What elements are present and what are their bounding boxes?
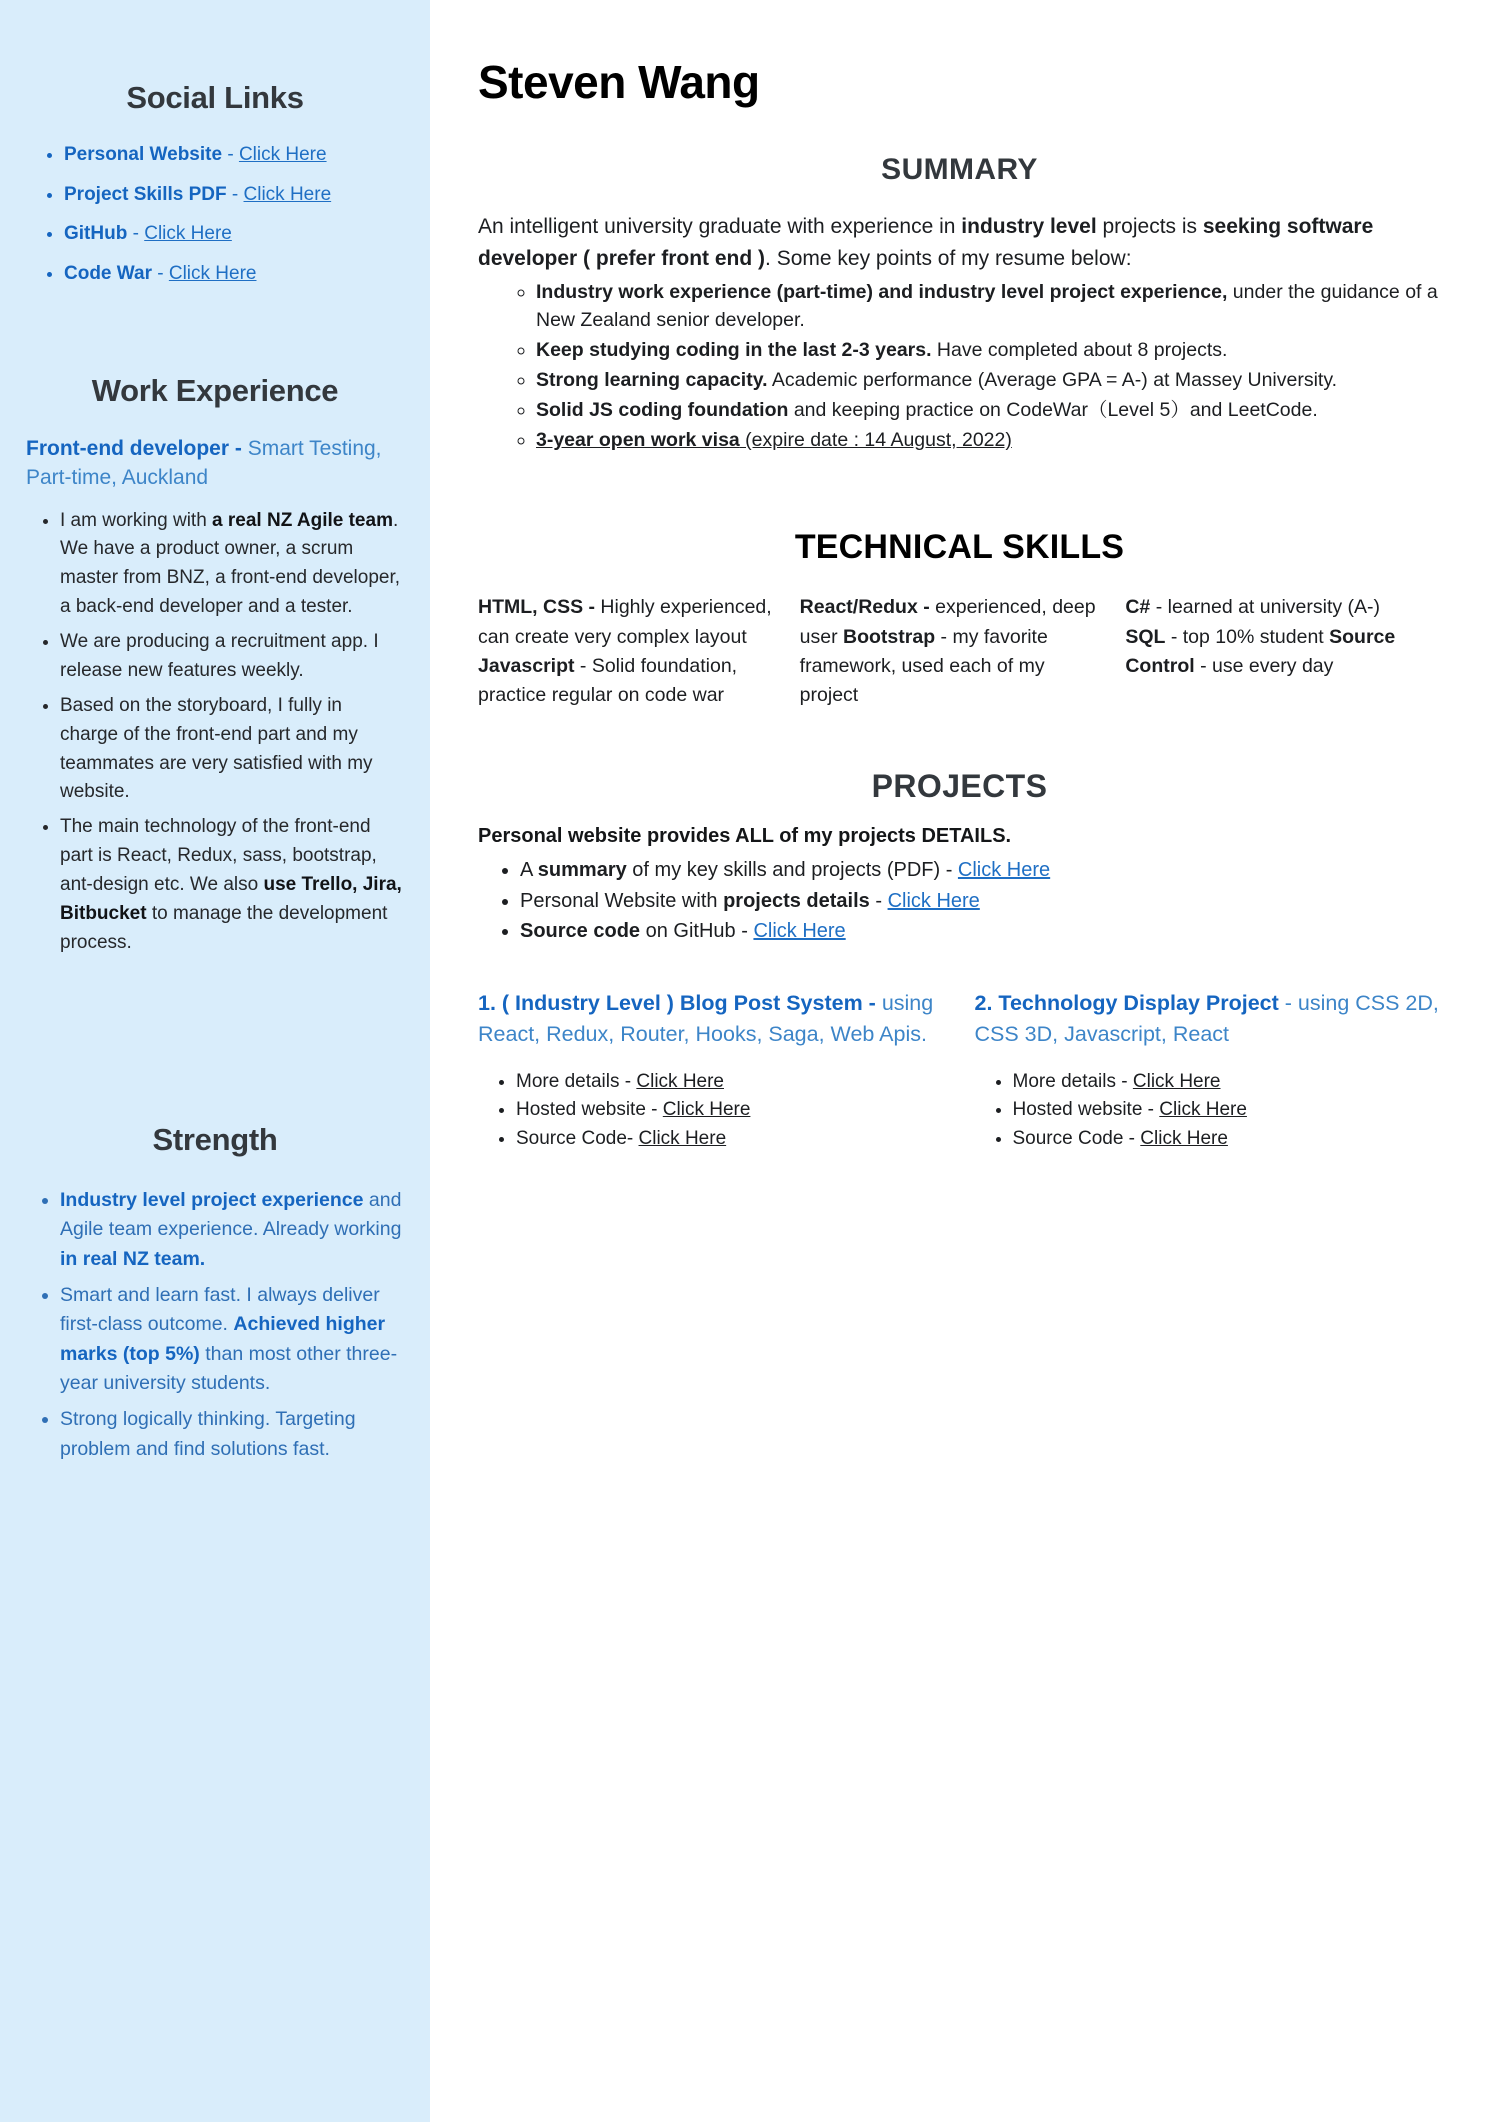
click-here-link[interactable]: Click Here [1132,1070,1221,1092]
emphasis: a real NZ Agile team [212,509,393,531]
skills-column-1 [478,593,794,710]
page-title: Steven Wang [478,56,760,108]
social-link-item[interactable] [64,221,404,247]
separator: - [127,223,145,245]
skill-description: Highly experienced, can create very complex layout [478,596,772,648]
summary-heading: SUMMARY [881,153,1038,186]
emphasis: in real NZ team. [60,1247,206,1270]
project-card-1 [478,988,945,1154]
summary-bullet: ◦ Solid JS coding foundation and keeping practice on CodeWar（Level 5）and LeetCode. [536,396,1441,424]
separator: - [226,183,244,205]
emphasis: Source code [520,920,641,943]
emphasis: projects details [723,889,870,912]
click-here-link[interactable]: Click Here [638,1127,727,1149]
skills-column-2 [794,593,1116,710]
job-role: Front-end developer - [26,436,248,460]
social-links-heading: Social Links [126,80,304,115]
skill-name: SQL [1125,625,1166,648]
work-experience-heading: Work Experience [91,372,339,408]
skill-description: - learned at university (A-) [1150,596,1381,619]
skill-name: HTML, CSS - [478,596,601,619]
projects-links-list [478,856,1441,945]
social-links-list [26,142,404,287]
project-card-2 [975,988,1442,1154]
emphasis-underlined: 3-year open work visa [536,429,740,452]
skill-description: experienced, deep user [799,596,1096,648]
work-experience-list [26,507,404,958]
project-tech: using React, Redux, Router, Hooks, Saga, Web Apis. [478,990,934,1046]
click-here-link[interactable]: Click Here [957,859,1051,882]
underlined-text: (expire date : 14 August, 2022) [739,429,1012,452]
skill-description: - use every day [1194,654,1334,677]
click-here-link[interactable]: Click Here [1140,1127,1228,1149]
emphasis: Solid JS coding foundation [536,399,789,422]
summary-bullet: ◦ Industry work experience (part-time) and industry level project experience, under the guidance of a New Zealand senior developer. [536,278,1441,334]
emphasis: Strong learning capacity. [536,369,768,392]
click-here-link[interactable]: Click Here [144,223,232,245]
social-link-label: Project Skills PDF [64,183,227,205]
click-here-link[interactable]: Click Here [636,1070,724,1092]
work-bullet: • I am working with a real NZ Agile team. We have a product owner, a scrum master from BNZ, a front-end developer, a back-end developer and a tester. [60,507,404,623]
emphasis: Industry work experience (part-time) and industry level project experience, [536,281,1228,303]
strength-bullet: • Smart and learn fast. I always deliver first-class outcome. Achieved higher marks (top 5%) than most other three-year university students. [60,1281,404,1400]
project-link-item[interactable]: • A summary of my key skills and projects (PDF) - Click Here [520,856,1441,884]
skill-name: Javascript [478,654,575,677]
skill-name: C# [1125,596,1151,619]
click-here-link[interactable]: Click Here [753,920,846,943]
job-title [26,435,404,493]
social-link-item[interactable] [64,261,404,287]
emphasis: Industry level project experience [60,1188,364,1211]
project-card-link-item[interactable]: • Hosted website - Click Here [516,1096,945,1125]
emphasis: summary [537,859,627,882]
skill-description: - Solid foundation, practice regular on code war [478,654,738,707]
projects-heading: PROJECTS [871,768,1048,805]
project-card-links [975,1068,1442,1154]
projects-lead-text: Personal website provides ALL of my projects DETAILS. [478,825,1012,848]
social-link-label: Code War [64,262,158,284]
strength-heading: Strength [152,1121,278,1157]
separator: - [157,262,169,284]
job-company: Smart Testing, Part-time, Auckland [26,436,382,489]
click-here-link[interactable]: Click Here [243,183,332,205]
skill-description: - top 10% student [1165,625,1324,648]
emphasis: Achieved higher marks (top 5%) [60,1313,386,1365]
skills-column-3 [1115,593,1441,710]
technical-skills-columns [478,593,1441,710]
summary-bullet: ◦ Keep studying coding in the last 2-3 years. Have completed about 8 projects. [536,336,1441,364]
project-card-links [478,1068,945,1154]
click-here-link[interactable]: Click Here [662,1099,751,1121]
project-link-item[interactable]: • Personal Website with projects details - Click Here [520,887,1441,915]
social-link-label: GitHub [64,223,128,245]
click-here-link[interactable]: Click Here [1159,1099,1247,1121]
summary-paragraph: An intelligent university graduate with experience in industry level projects is seeking software developer ( prefer front end ). Some key points of my resume below: [478,215,1374,270]
project-card-link-item[interactable]: • More details - Click Here [516,1068,945,1097]
summary-bullet [536,426,1441,454]
skill-name: React/Redux - [799,596,936,619]
project-title [478,988,945,1050]
strength-section [26,1122,404,1465]
skill-name: Source Control [1125,625,1396,677]
work-bullet: • We are producing a recruitment app. I release new features weekly. [60,628,404,686]
social-link-item[interactable] [64,182,404,208]
emphasis: use Trello, Jira, Bitbucket [60,874,402,924]
emphasis: seeking software developer ( prefer front end ) [478,215,1374,270]
main-content [430,0,1501,2122]
separator: - [222,144,239,165]
project-card-link-item[interactable]: • More details - Click Here [1013,1068,1442,1097]
social-link-label: Personal Website [64,144,223,165]
project-card-link-item[interactable]: • Hosted website - Click Here [1013,1096,1442,1125]
work-bullet: • The main technology of the front-end part is React, Redux, sass, bootstrap, ant-design etc. We also use Trello, Jira, Bitbucket to manage the development process. [60,813,404,957]
strength-bullet: • Industry level project experience and Agile team experience. Already working in real NZ team. [60,1186,404,1275]
project-link-item[interactable]: • Source code on GitHub - Click Here [520,917,1441,945]
project-card-link-item[interactable]: • Source Code - Click Here [1013,1125,1442,1154]
project-cards [478,988,1441,1154]
strength-bullet: • Strong logically thinking. Targeting problem and find solutions fast. [60,1405,404,1464]
click-here-link[interactable]: Click Here [168,262,257,284]
strength-list [26,1186,404,1465]
project-tech: - using CSS 2D, CSS 3D, Javascript, React [974,990,1439,1046]
technical-skills-heading: TECHNICAL SKILLS [794,528,1125,567]
click-here-link[interactable]: Click Here [238,144,327,165]
emphasis: industry level [961,215,1097,238]
click-here-link[interactable]: Click Here [887,889,980,912]
skill-name: Bootstrap [843,625,936,648]
project-title [975,988,1442,1050]
work-bullet: • Based on the storyboard, I fully in charge of the front-end part and my teammates are very satisfied with my website. [60,692,404,808]
summary-bullet: ◦ Strong learning capacity. Academic performance (Average GPA = A-) at Massey University. [536,366,1441,394]
skill-description: - my favorite framework, used each of my project [799,625,1048,707]
project-card-link-item[interactable]: • Source Code- Click Here [516,1125,945,1154]
social-link-item[interactable] [64,142,404,168]
project-name: 2. Technology Display Project [974,990,1279,1015]
sidebar [0,0,430,2122]
summary-bullet-list [478,278,1441,454]
emphasis: Keep studying coding in the last 2-3 years. [536,339,932,362]
project-name: 1. ( Industry Level ) Blog Post System - [478,990,876,1015]
